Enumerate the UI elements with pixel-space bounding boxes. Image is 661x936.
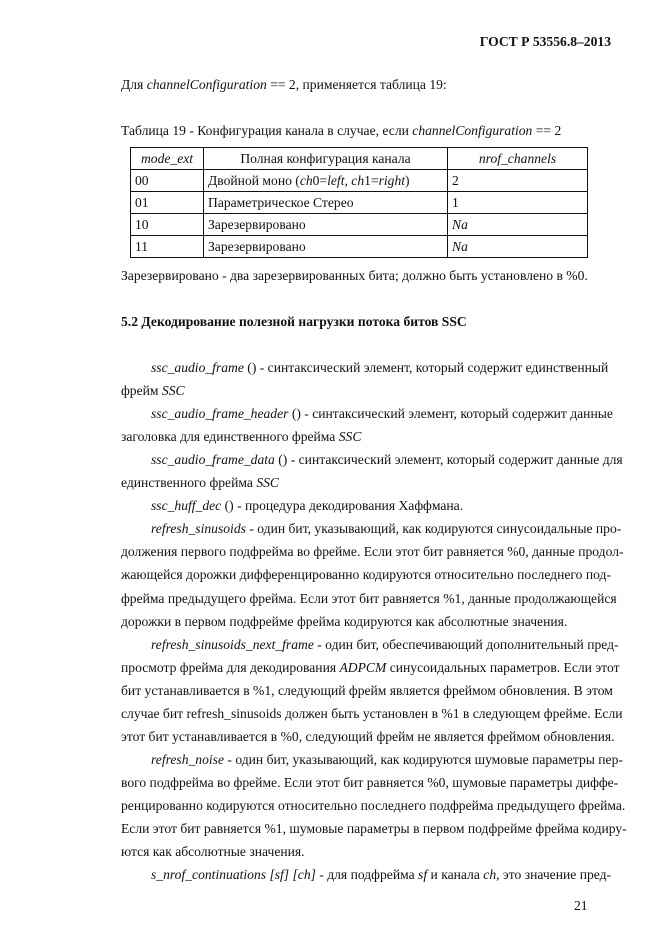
body-line — [121, 660, 620, 676]
section-heading: 5.2 Декодирование полезной нагрузки потока битов SSC — [121, 314, 467, 329]
table-cell: 01 — [131, 192, 204, 214]
text-segment: () - синтаксический элемент, который содержит единственный — [243, 360, 609, 375]
text-segment: refresh_sinusoids — [151, 521, 246, 537]
text-segment: синусоидальных параметров. Если этот — [386, 659, 620, 675]
text-segment: channelConfiguration — [146, 77, 267, 92]
text-segment: Зарезервировано — [208, 216, 306, 232]
text-segment: SSC — [256, 475, 279, 491]
text-segment: Таблица 19 - Конфигурация канала в случае, если — [121, 123, 413, 138]
body-line — [121, 706, 623, 722]
body-line — [151, 521, 621, 537]
intro-line — [121, 77, 447, 93]
table-cell — [204, 192, 448, 214]
text-segment: SSC — [338, 429, 362, 445]
body-line — [121, 798, 625, 814]
text-segment: фрейм — [121, 383, 162, 399]
text-segment: sf — [418, 867, 428, 883]
text-segment: - один бит, указывающий, как кодируются синусоидальные про- — [245, 521, 622, 537]
body-line — [121, 567, 611, 583]
text-segment: дорожки в первом подфрейме фрейма кодируются как абсолютные значения. — [121, 613, 568, 629]
table-cell — [204, 236, 448, 258]
body-line — [121, 683, 613, 699]
table-header-row — [131, 148, 588, 170]
text-segment: ch — [351, 172, 365, 188]
text-segment: вого подфрейма во фрейме. Если этот бит равняется %0, шумовые параметры диффе- — [121, 774, 619, 790]
text-segment: right — [378, 172, 406, 188]
text-segment: должения первого подфрейма во фрейме. Если этот бит равняется %0, данные продол- — [121, 544, 624, 560]
text-segment: фрейма предыдущего фрейма. Если этот бит равняется %1, данные продолжающейся — [121, 590, 617, 606]
text-segment: ssc_audio_frame — [151, 360, 244, 375]
text-segment: , это значение пред- — [496, 867, 612, 883]
table-cell — [204, 170, 448, 192]
body-line — [121, 844, 305, 860]
table-caption — [121, 123, 561, 139]
channel-config-table — [130, 147, 588, 258]
header-cell: mode_ext — [131, 148, 204, 170]
body-line — [151, 498, 463, 514]
table-cell: 10 — [131, 214, 204, 236]
text-segment: ются как абсолютные значения. — [121, 844, 305, 860]
body-line — [121, 614, 567, 630]
text-segment: и канала — [427, 867, 484, 883]
table-row — [131, 236, 588, 258]
text-segment: == 2, применяется таблица 19: — [266, 77, 447, 92]
text-segment: SSC — [161, 383, 185, 399]
body-line — [121, 544, 624, 560]
text-segment: этот бит устанавливается в %0, следующий фрейм не является фреймом обновления. — [121, 728, 615, 744]
text-segment: бит устанавливается в %1, следующий фрейм является фреймом обновления. В этом — [121, 682, 613, 698]
text-segment: Для — [121, 77, 147, 92]
table-cell — [204, 214, 448, 236]
text-segment: жающейся дорожки дифференцированно кодируются относительно последнего под- — [121, 567, 611, 583]
header-cell: nrof_channels — [448, 148, 588, 170]
text-segment: refresh_noise — [151, 751, 224, 767]
text-segment: Если этот бит равняется %1, шумовые параметры в первом подфрейме фрейма кодиру- — [121, 821, 627, 836]
body-line — [151, 452, 623, 468]
table-row — [131, 192, 588, 214]
text-segment: ch — [483, 867, 497, 883]
table-cell: Na — [448, 236, 588, 258]
text-segment: просмотр фрейма для декодирования — [121, 659, 340, 675]
text-segment: ренцированно кодируются относительно последнего подфрейма предыдущего фрейма. — [121, 797, 626, 813]
body-line — [121, 383, 185, 399]
header-cell: Полная конфигурация канала — [204, 148, 448, 170]
text-segment: случае бит refresh_sinusoids должен быть установлен в %1 в следующем фрейме. Если — [121, 705, 623, 721]
table-cell: 2 — [448, 170, 588, 192]
text-segment: refresh_sinusoids_next_frame — [151, 636, 314, 652]
standard-header: ГОСТ Р 53556.8–2013 — [479, 34, 611, 49]
table-cell: Na — [448, 214, 588, 236]
text-segment: - один бит, указывающий, как кодируются шумовые параметры пер- — [224, 751, 623, 767]
text-segment: заголовка для единственного фрейма — [121, 429, 339, 445]
body-line — [151, 867, 611, 883]
text-segment: Зарезервировано — [208, 238, 306, 254]
text-segment: 0= — [312, 172, 328, 188]
text-segment: - один бит, обеспечивающий дополнительный пред- — [313, 636, 619, 652]
text-segment: s_nrof_continuations [sf] [ch] — [151, 867, 316, 883]
body-line — [121, 475, 279, 491]
page-number: 21 — [574, 898, 588, 913]
body-line — [121, 429, 361, 445]
body-line — [151, 637, 619, 653]
table-cell: 1 — [448, 192, 588, 214]
body-line — [121, 821, 627, 837]
text-segment: Параметрическое Стерео — [208, 194, 354, 210]
text-segment: 1= — [364, 172, 379, 188]
text-segment: Двойной моно ( — [208, 172, 300, 188]
text-segment: ADPCM — [339, 659, 387, 675]
text-segment: == 2 — [532, 123, 562, 138]
text-segment: () - процедура декодирования Хаффмана. — [221, 498, 464, 514]
text-segment: ch — [299, 172, 313, 188]
text-segment: ssc_audio_frame_data — [151, 452, 275, 468]
table-row — [131, 170, 588, 192]
text-segment: ssc_huff_dec — [151, 498, 222, 514]
text-segment: channelConfiguration — [412, 123, 533, 138]
body-line — [121, 729, 615, 745]
table-row — [131, 214, 588, 236]
body-line — [151, 752, 623, 768]
text-segment: ssc_audio_frame_header — [151, 406, 289, 422]
body-line — [151, 406, 613, 422]
body-line — [121, 591, 617, 607]
body-line — [151, 360, 608, 376]
text-segment: () - синтаксический элемент, который содержит данные для — [274, 452, 623, 468]
text-segment: единственного фрейма — [121, 475, 257, 491]
body-line — [121, 775, 618, 791]
table-cell: 00 — [131, 170, 204, 192]
table-cell: 11 — [131, 236, 204, 258]
text-segment: - для подфрейма — [315, 867, 419, 883]
text-segment: () - синтаксический элемент, который содержит данные — [288, 406, 613, 422]
text-segment: left, — [327, 172, 348, 188]
table-note: Зарезервировано - два зарезервированных бита; должно быть установлено в %0. — [121, 268, 588, 283]
text-segment: ) — [405, 172, 410, 188]
